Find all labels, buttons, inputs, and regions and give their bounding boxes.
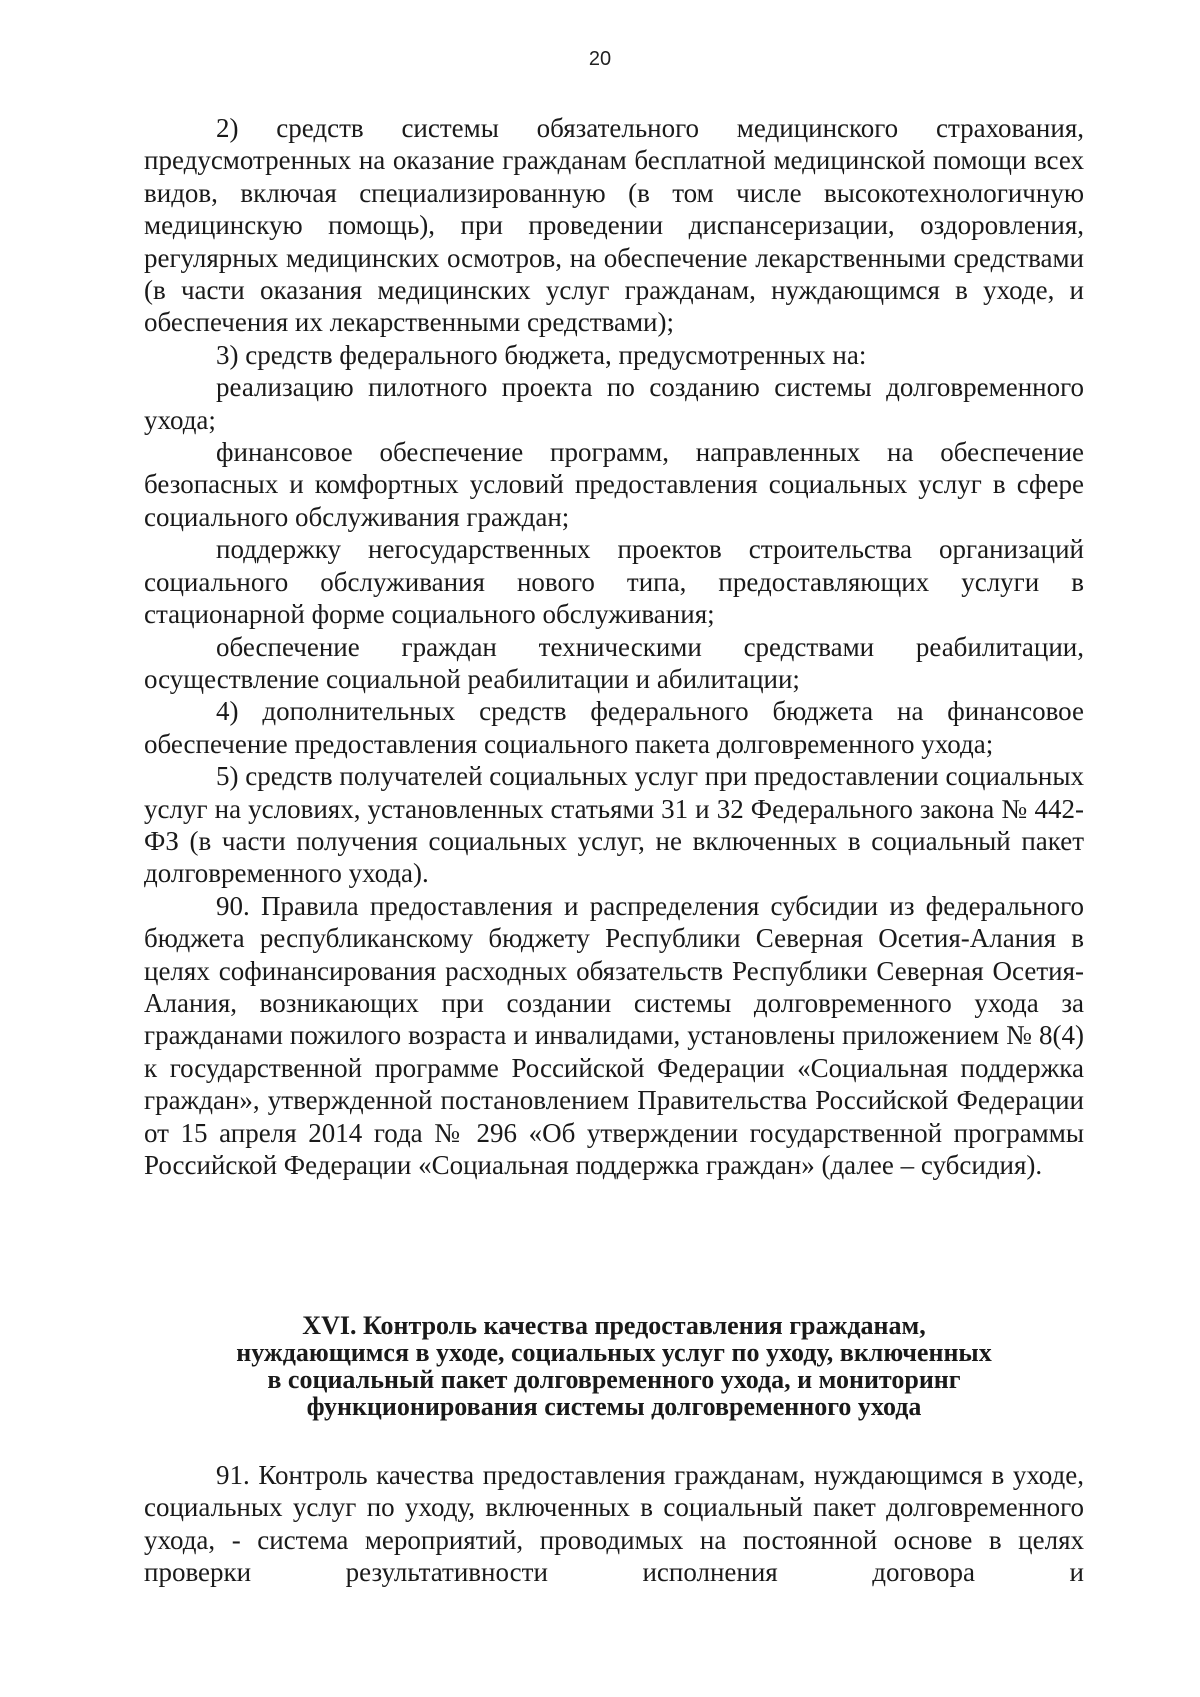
section-heading-line: XVI. Контроль качества предоставления гражданам, <box>302 1311 926 1340</box>
paragraph-item-4: 4) дополнительных средств федерального бюджета на финансовое обеспечение предоставления социального пакета долговременного ухода; <box>144 696 1084 759</box>
paragraph-item-5: 5) средств получателей социальных услуг при предоставлении социальных услуг на условиях, установленных статьями 31 и 32 Федерального закона № 442-ФЗ (в части получения социальных услуг, не включенных в социальный пакет долговременного ухода). <box>144 761 1084 889</box>
paragraph-pilot-project: реализацию пилотного проекта по созданию системы долговременного ухода; <box>144 372 1084 435</box>
section-heading-line: функционирования системы долговременного ухода <box>306 1392 922 1421</box>
paragraph-rehabilitation-means: обеспечение граждан техническими средствами реабилитации, осуществление социальной реабилитации и абилитации; <box>144 631 1084 694</box>
paragraph-financing-programs: финансовое обеспечение программ, направленных на обеспечение безопасных и комфортных условий предоставления социальных услуг в сфере социального обслуживания граждан; <box>144 437 1084 532</box>
section-heading-line: в социальный пакет долговременного ухода, и мониторинг <box>267 1365 961 1394</box>
page-number: 20 <box>588 48 612 70</box>
section-heading <box>144 1312 1084 1420</box>
paragraph-90: 90. Правила предоставления и распределения субсидии из федерального бюджета республиканскому бюджету Республики Северная Осетия-Алания в целях софинансирования расходных обязательств Республики Северная Осетия-Алания, возникающих при создании системы долговременного ухода за гражданами пожилого возраста и инвалидами, установлены приложением № 8(4) к государственной программе Российской Федерации «Социальная поддержка граждан», утвержденной постановлением Правительства Российской Федерации от 15 апреля 2014 года № 296 «Об утверждении государственной программы Российской Федерации «Социальная поддержка граждан» (далее – субсидия). <box>144 890 1084 1180</box>
paragraph-item-3: 3) средств федерального бюджета, предусмотренных на: <box>216 339 867 370</box>
paragraph-item-2: 2) средств системы обязательного медицинского страхования, предусмотренных на оказание гражданам бесплатной медицинской помощи всех видов, включая специализированную (в том числе высокотехнологичную медицинскую помощь), при проведении диспансеризации, оздоровления, регулярных медицинских осмотров, на обеспечение лекарственными средствами (в части оказания медицинских услуг гражданам, нуждающимся в уходе, и обеспечения их лекарственными средствами); <box>144 113 1084 338</box>
section-heading-line: нуждающимся в уходе, социальных услуг по уходу, включенных <box>236 1338 992 1367</box>
section-text-block <box>144 1459 1084 1589</box>
paragraph-nongovernment-projects: поддержку негосударственных проектов строительства организаций социального обслуживания нового типа, предоставляющих услуги в стационарной форме социального обслуживания; <box>144 534 1084 630</box>
main-text-block <box>144 112 1084 1181</box>
paragraph-91: 91. Контроль качества предоставления гражданам, нуждающимся в уходе, социальных услуг по уходу, включенных в социальный пакет долговременного ухода, - система мероприятий, проводимых на постоянной основе в целях проверки результативности исполнения договора и <box>144 1460 1084 1588</box>
